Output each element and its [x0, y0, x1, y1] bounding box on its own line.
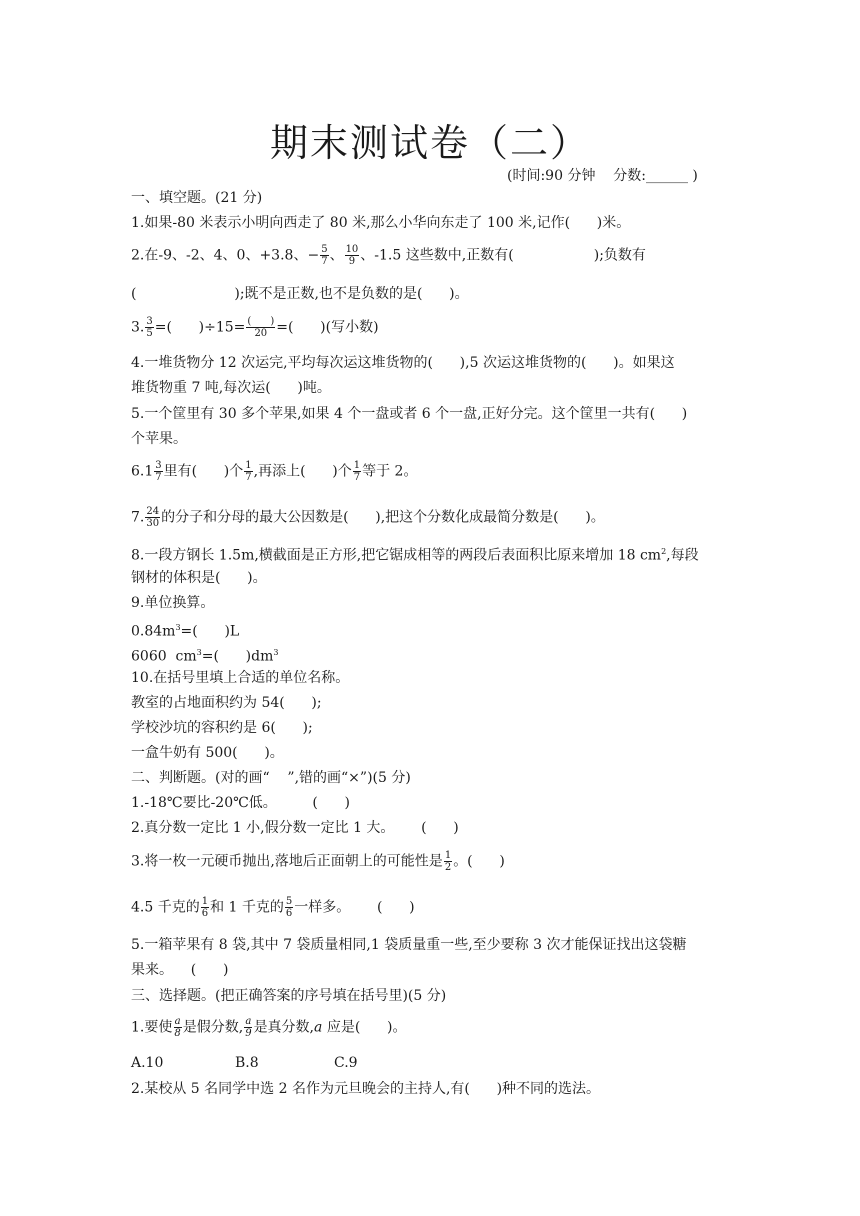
question-1-10-heading: 10.在括号里填上合适的单位名称。: [131, 670, 350, 686]
question-1-9-a: $0.84m^3=$( )L: [131, 623, 240, 640]
question-1-4: 4.一堆货物分 12 次运完,平均每次运这堆货物的( ),5 次运这堆货物的( )。如果这: [131, 355, 675, 371]
question-1-9-heading: 9.单位换算。: [131, 595, 215, 611]
section3-heading: 三、选择题。(把正确答案的序号填在括号里)(5 分): [131, 988, 447, 1004]
question-2-5: 5.一箱苹果有 8 袋,其中 7 袋质量相同,1 袋质量重一些,至少要称 3 次才能保证找出这袋糖: [131, 937, 687, 953]
question-3-2: 2.某校从 5 名同学中选 2 名作为元旦晚会的主持人,有( )种不同的选法。: [131, 1081, 601, 1097]
option-c: C.9: [334, 1055, 358, 1071]
fraction: $\frac{24}{30}$: [146, 506, 160, 529]
fraction: $\frac{3}{5}$: [146, 316, 153, 339]
q2-suffix: 、-1.5 这些数中,正数有( );负数有: [360, 247, 646, 264]
fraction: $\frac{1}{2}$: [444, 850, 452, 873]
q2-neg-sign: −: [307, 247, 320, 264]
fraction: $\frac{10}{9}$: [345, 244, 359, 267]
fraction: $\frac{1}{6}$: [201, 896, 209, 919]
question-1-5-line2: 个苹果。: [131, 431, 187, 447]
fraction: $\frac{1}{7}$: [353, 460, 361, 483]
question-2-5-line2: 果来。 ( ): [131, 962, 229, 978]
question-1-4-line2: 堆货物重 7 吨,每次运( )吨。: [131, 380, 331, 396]
fraction: $\frac{a}{8}$: [174, 1016, 181, 1039]
fraction: $\frac{3}{7}$: [155, 460, 162, 483]
question-1-1: 1.如果-80 米表示小明向西走了 80 米,那么小华向东走了 100 米,记作( )米。: [131, 215, 631, 231]
question-2-4: 4.5 千克的 $\frac{1}{6}$ 和 1 千克的 $\frac{5}{6}$ 一样多。 ( ): [131, 896, 415, 919]
question-1-3: 3. $\frac{3}{5}$ =( )÷15= $\frac{( )}{20}$ =( )(写小数): [131, 316, 379, 339]
fraction: $\frac{5}{6}$: [285, 896, 293, 919]
question-3-1: 1.要使 $\frac{a}{8}$ 是假分数, $\frac{a}{9}$ 是真分数,a 应是( )。: [131, 1016, 407, 1039]
question-2-2: 2.真分数一定比 1 小,假分数一定比 1 大。 ( ): [131, 820, 459, 836]
q2-prefix: 2.在-9、-2、4、0、+3.8、: [131, 247, 308, 264]
fraction: $\frac{a}{9}$: [245, 1016, 252, 1039]
fraction: $\frac{5}{7}$: [321, 244, 328, 267]
question-2-1: 1.-18℃要比-20℃低。 ( ): [131, 795, 350, 811]
question-1-10-c: 一盒牛奶有 500( )。: [131, 745, 284, 761]
question-1-2-line2: ( );既不是正数,也不是负数的是( )。: [131, 286, 469, 302]
question-1-8: 8.一段方钢长 1.5m,横截面是正方形,把它锯成相等的两段后表面积比原来增加 18 $cm^2$,每段: [131, 547, 699, 564]
page-title: 期末测试卷（二）: [269, 121, 590, 165]
question-1-2: [131, 244, 646, 267]
option-b: B.8: [235, 1055, 259, 1071]
question-1-9-b: 6060 $cm^3=$( )$dm^3$: [131, 648, 279, 665]
section1-heading: 一、填空题。(21 分): [131, 190, 263, 206]
q2-sep: 、: [329, 247, 344, 264]
exam-meta: (时间:90 分钟 分数:______ ): [507, 168, 698, 184]
option-a: A.10: [131, 1055, 164, 1071]
question-1-6: 6.1 $\frac{3}{7}$ 里有( )个 $\frac{1}{7}$ ,再添上( )个 $\frac{1}{7}$ 等于 2。: [131, 460, 418, 483]
section2-heading: 二、判断题。(对的画“ ”,错的画“×”)(5 分): [131, 770, 411, 786]
fraction: $\frac{( )}{20}$: [247, 316, 275, 339]
question-1-8-line2: 钢材的体积是( )。: [131, 570, 267, 586]
fraction: $\frac{1}{7}$: [245, 460, 252, 483]
question-1-10-a: 教室的占地面积约为 54( );: [131, 695, 322, 711]
question-1-10-b: 学校沙坑的容积约是 6( );: [131, 720, 313, 736]
question-2-3: 3.将一枚一元硬币抛出,落地后正面朝上的可能性是 $\frac{1}{2}$ 。( ): [131, 850, 505, 873]
question-1-5: 5.一个筐里有 30 多个苹果,如果 4 个一盘或者 6 个一盘,正好分完。这个筐里一共有( ): [131, 406, 688, 422]
question-1-7: 7. $\frac{24}{30}$ 的分子和分母的最大公因数是( ),把这个分数化成最简分数是( )。: [131, 506, 605, 529]
